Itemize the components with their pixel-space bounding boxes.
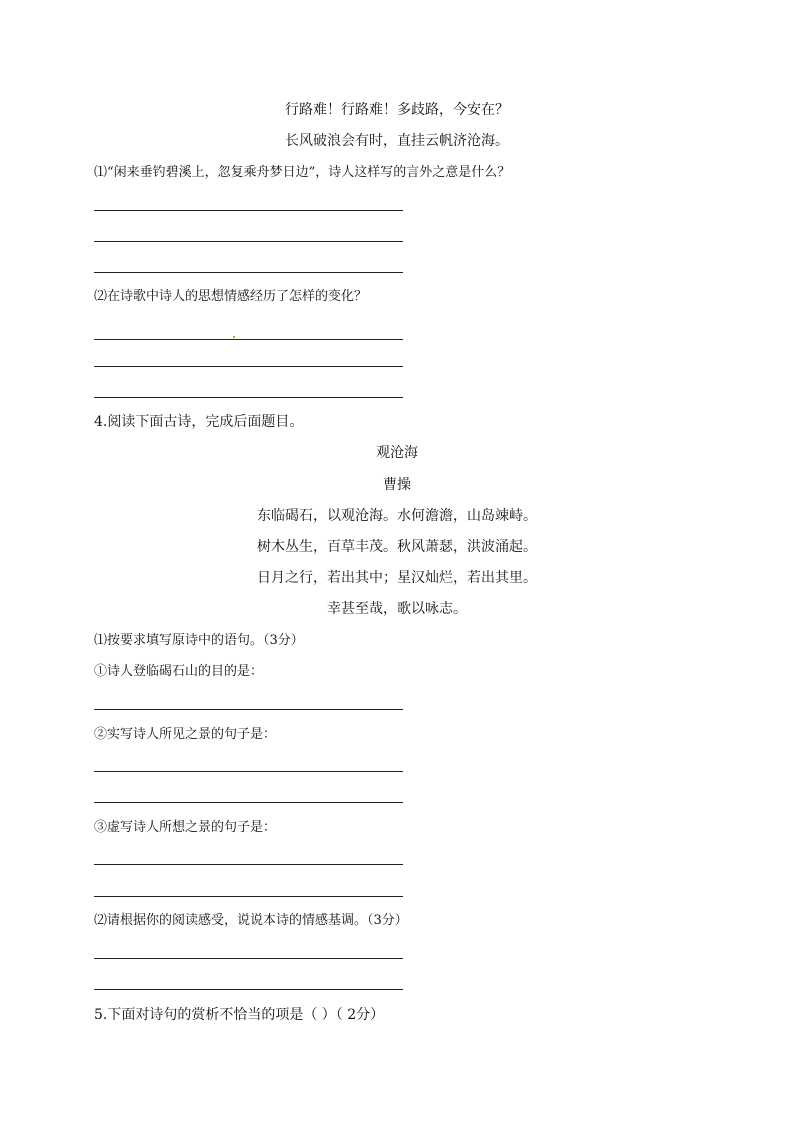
answer-line[interactable]	[94, 896, 403, 897]
question-4-sub-2: ⑵请根据你的阅读感受，说说本诗的情感基调。（3分）	[94, 913, 408, 928]
question-4-sub-1: ⑴按要求填写原诗中的语句。（3分）	[94, 633, 304, 648]
answer-line[interactable]	[94, 864, 403, 865]
question-4-sub-1-item-3: ③虚写诗人所想之景的句子是：	[94, 820, 277, 835]
poem-line-3: 日月之行，若出其中；星汉灿烂，若出其里。	[257, 570, 537, 586]
answer-line[interactable]	[94, 241, 403, 242]
answer-line[interactable]	[94, 989, 403, 990]
poem-line-1: 东临碣石，以观沧海。水何澹澹，山岛竦峙。	[257, 508, 537, 524]
answer-line[interactable]	[94, 272, 403, 273]
carryover-poem-line-1: 行路难！行路难！多歧路，今安在？	[285, 102, 509, 118]
answer-line[interactable]	[94, 958, 403, 959]
poem-author: 曹操	[383, 477, 411, 493]
question-4-sub-1-item-1: ①诗人登临碣石山的目的是：	[94, 664, 264, 679]
answer-line[interactable]	[94, 366, 403, 367]
answer-line[interactable]	[94, 339, 403, 340]
poem-line-2: 树木丛生，百草丰茂。秋风萧瑟，洪波涌起。	[257, 539, 537, 555]
question-3-sub-2: ⑵在诗歌中诗人的思想情感经历了怎样的变化？	[94, 289, 368, 304]
answer-line[interactable]	[94, 709, 403, 710]
question-3-sub-1: ⑴“闲来垂钓碧溪上，忽复乘舟梦日边”，诗人这样写的言外之意是什么？	[94, 165, 511, 180]
answer-line[interactable]	[94, 802, 403, 803]
question-4-prompt: 4.阅读下面古诗，完成后面题目。	[94, 414, 304, 430]
answer-line[interactable]	[94, 210, 403, 211]
question-4-sub-1-item-2: ②实写诗人所见之景的句子是：	[94, 727, 277, 742]
poem-line-4: 幸甚至哉，歌以咏志。	[327, 601, 467, 617]
answer-line[interactable]	[94, 397, 403, 398]
answer-line[interactable]	[94, 771, 403, 772]
poem-title: 观沧海	[376, 445, 418, 461]
carryover-poem-line-2: 长风破浪会有时，直挂云帆济沧海。	[285, 133, 509, 149]
question-5-prompt: 5.下面对诗句的赏析不恰当的项是（ ）（ 2分）	[94, 1007, 385, 1023]
ink-dot	[233, 336, 235, 338]
